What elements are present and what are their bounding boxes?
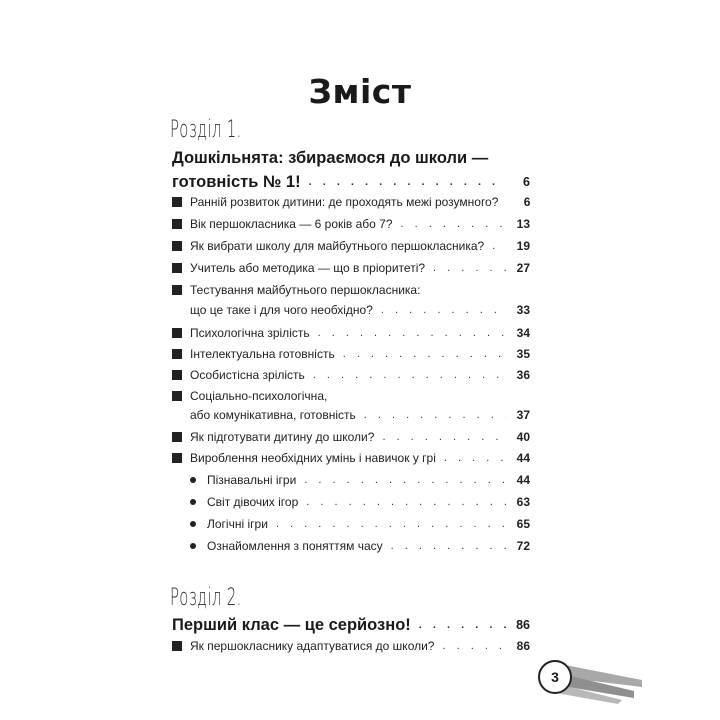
toc-subentry[interactable]: [172, 513, 530, 535]
toc-subentry-text: Ознайомлення з поняттям часу: [207, 539, 383, 553]
toc-subentry[interactable]: [172, 535, 530, 557]
dot-leader: [364, 409, 506, 421]
toc-entry-page: 86: [516, 639, 530, 653]
dot-leader: [442, 640, 506, 652]
toc-entry-text: що це таке і для чого необхідно?: [190, 303, 373, 317]
toc-entry[interactable]: [172, 257, 530, 279]
toc-subentry-page: 63: [516, 495, 530, 509]
toc-entry-page: 13: [516, 217, 530, 231]
toc-entry-page: 35: [516, 347, 530, 361]
dot-leader: [444, 452, 506, 464]
toc-entry-text: Особистісна зрілість: [190, 368, 305, 382]
toc-subentry-page: 44: [516, 473, 530, 487]
toc-entry-text: Вироблення необхідних умінь і навичок у грі: [190, 451, 436, 465]
round-bullet-icon: [190, 477, 196, 483]
toc-entry-text: Соціально-психологічна,: [190, 389, 328, 403]
toc-subentry-page: 65: [516, 517, 530, 531]
chapter-page-number: 6: [523, 175, 530, 189]
dot-leader: [306, 496, 506, 508]
square-bullet-icon: [172, 391, 182, 401]
square-bullet-icon: [172, 241, 182, 251]
toc-entry-text: Учитель або методика — що в пріоритеті?: [190, 261, 426, 275]
square-bullet-icon: [172, 641, 182, 651]
toc-entry[interactable]: [172, 447, 530, 469]
chapter-page-number: 86: [516, 618, 530, 632]
square-bullet-icon: [172, 219, 182, 229]
round-bullet-icon: [190, 499, 196, 505]
dot-leader: [401, 218, 506, 230]
dot-leader: [318, 327, 506, 339]
toc-entry-page: 36: [516, 368, 530, 382]
toc-entry-continuation[interactable]: [172, 299, 530, 321]
chapter-title-text: готовність № 1!: [172, 173, 301, 191]
toc-subentry[interactable]: [172, 469, 530, 491]
round-bullet-icon: [190, 543, 196, 549]
square-bullet-icon: [172, 349, 182, 359]
toc-entry-text: Як вибрати школу для майбутнього першокласника?: [190, 239, 485, 253]
dot-leader: [382, 431, 506, 443]
toc-entry[interactable]: [172, 191, 530, 213]
dot-leader: [433, 262, 506, 274]
section-heading-2: Розділ 2.: [170, 583, 242, 611]
toc-subentry-text: Пізнавальні ігри: [207, 473, 297, 487]
toc-entry[interactable]: [172, 343, 530, 365]
toc-entry[interactable]: [172, 364, 530, 386]
toc-entry[interactable]: [172, 279, 530, 301]
square-bullet-icon: [172, 453, 182, 463]
toc-entry-page: 44: [516, 451, 530, 465]
toc-entry[interactable]: [172, 213, 530, 235]
square-bullet-icon: [172, 370, 182, 380]
chapter-title-2[interactable]: [172, 613, 530, 637]
square-bullet-icon: [172, 285, 182, 295]
dot-leader: [381, 304, 506, 316]
square-bullet-icon: [172, 263, 182, 273]
section-heading-1: Розділ 1.: [170, 115, 242, 143]
chapter-title-text: Перший клас — це серйозно!: [172, 616, 411, 634]
toc-subentry-text: Світ дівочих ігор: [207, 495, 299, 509]
toc-entry-text: Як підготувати дитину до школи?: [190, 430, 375, 444]
dot-leader: [304, 474, 506, 486]
dot-leader: [276, 518, 506, 530]
toc-entry-text: Тестування майбутнього першокласника:: [190, 283, 421, 297]
page-number: 3: [538, 660, 572, 694]
toc-entry-page: 6: [523, 195, 531, 209]
square-bullet-icon: [172, 197, 182, 207]
toc-subentry-page: 72: [516, 539, 530, 553]
toc-entry-text: Ранній розвиток дитини: де проходять межі розумного?: [190, 195, 499, 209]
toc-entry-text: Вік першокласника — 6 років або 7?: [190, 217, 393, 231]
dot-leader: [391, 540, 506, 552]
toc-subentry-text: Логічні ігри: [207, 517, 268, 531]
page-number-badge: [538, 660, 648, 704]
toc-entry[interactable]: [172, 426, 530, 448]
chapter-title-1[interactable]: [172, 146, 530, 194]
toc-entry-text: Інтелектуальна готовність: [190, 347, 335, 361]
toc-entry-page: 34: [516, 326, 530, 340]
chapter-title-line-1: [172, 613, 530, 637]
dot-leader: [419, 613, 506, 637]
toc-entry-page: 37: [516, 408, 530, 422]
toc-entry-text: Як першокласнику адаптуватися до школи?: [190, 639, 435, 653]
toc-entry-page: 19: [516, 239, 530, 253]
dot-leader: [313, 369, 506, 381]
toc-entry-page: 27: [516, 261, 530, 275]
toc-subentry[interactable]: [172, 491, 530, 513]
square-bullet-icon: [172, 328, 182, 338]
toc-entry-continuation[interactable]: [172, 404, 530, 426]
round-bullet-icon: [190, 521, 196, 527]
toc-entry-page: 33: [516, 303, 530, 317]
toc-entry[interactable]: [172, 322, 530, 344]
chapter-title-line-1: Дошкільнята: збираємося до школи —: [172, 149, 489, 167]
square-bullet-icon: [172, 432, 182, 442]
toc-entry[interactable]: [172, 235, 530, 257]
toc-entry-page: 40: [516, 430, 530, 444]
dot-leader: [492, 240, 506, 252]
toc-entry-text: або комунікативна, готовність: [190, 408, 356, 422]
dot-leader: [343, 348, 506, 360]
toc-entry[interactable]: [172, 635, 530, 657]
page-title: Зміст: [308, 72, 412, 111]
toc-entry-text: Психологічна зрілість: [190, 326, 310, 340]
